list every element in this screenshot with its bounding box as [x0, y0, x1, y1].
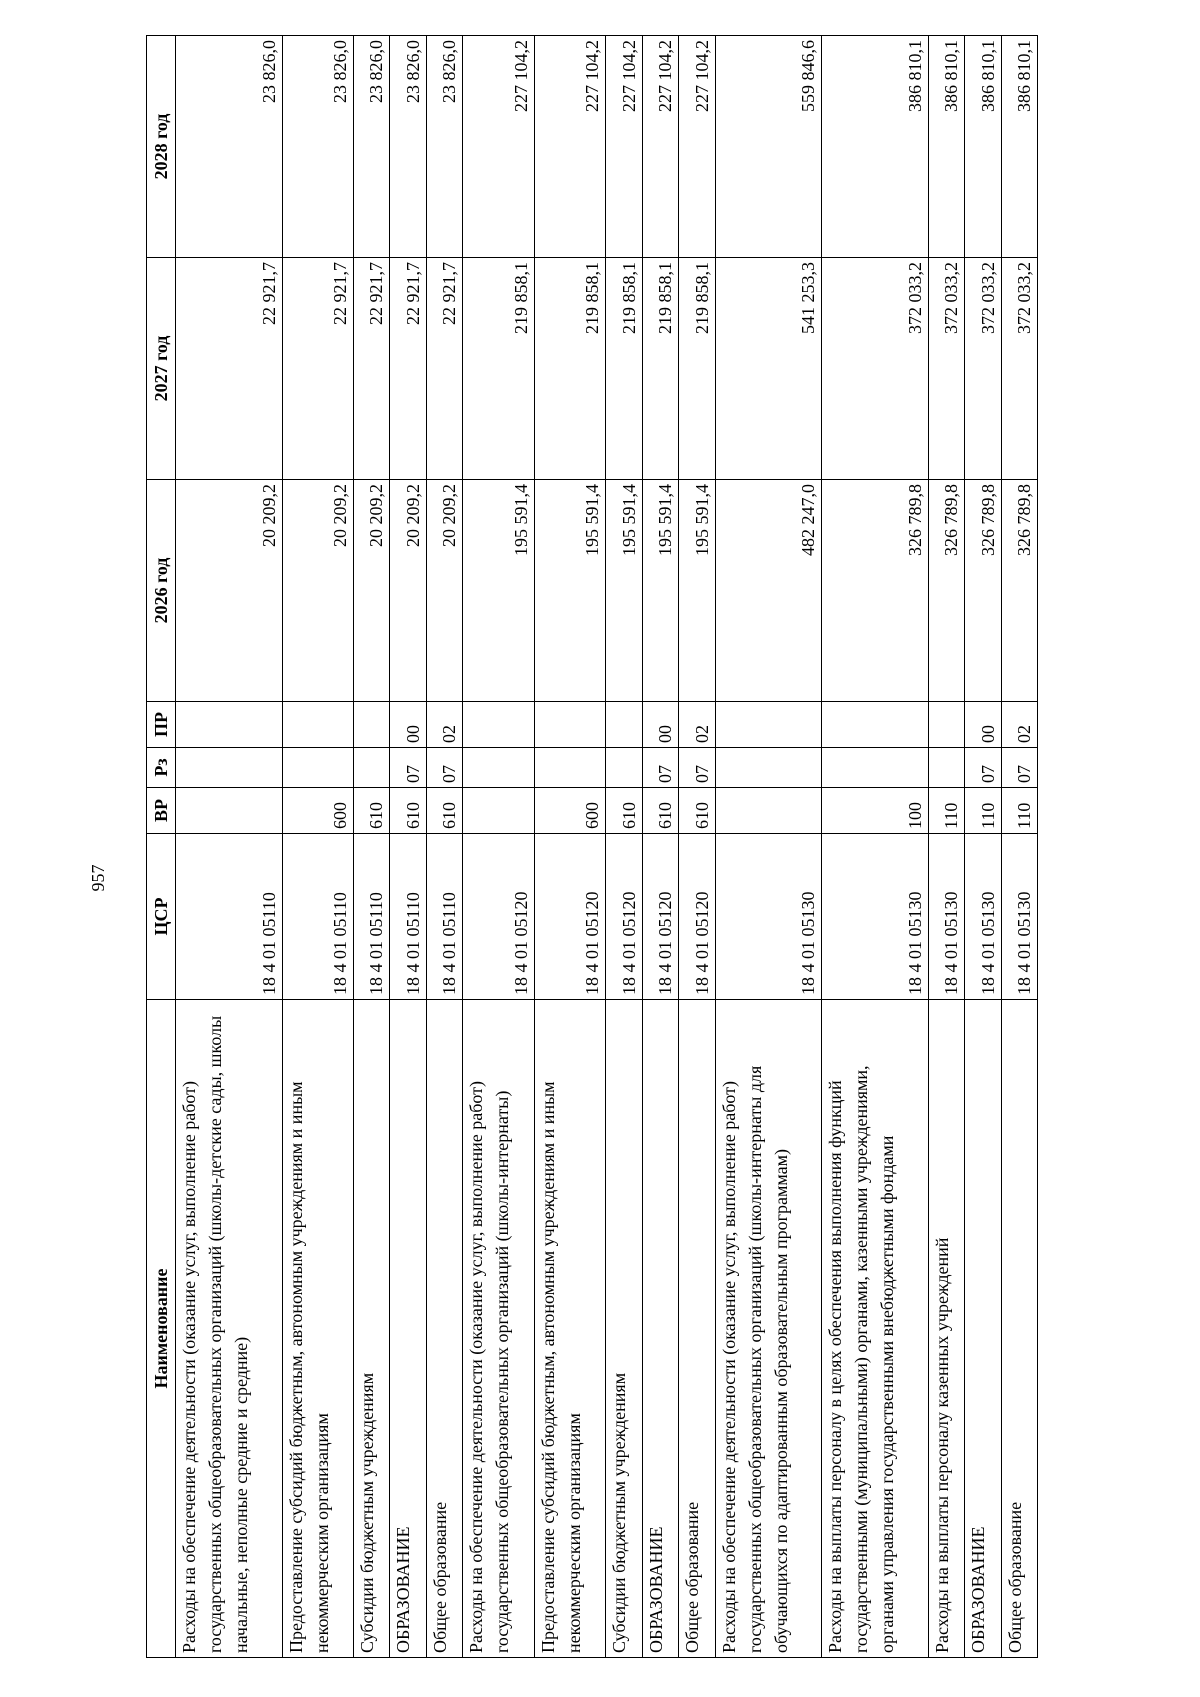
- cell-pr: 02: [426, 702, 462, 748]
- cell-2028: 23 826,0: [282, 36, 353, 258]
- cell-pr: 00: [965, 702, 1001, 748]
- table-row: [282, 36, 353, 1658]
- cell-2028: 227 104,2: [606, 36, 642, 258]
- table-row: [390, 36, 426, 1658]
- cell-rz: 07: [1001, 748, 1037, 788]
- cell-pr: [354, 702, 390, 748]
- cell-name: Общее образование: [679, 1000, 715, 1658]
- cell-2027: 22 921,7: [426, 258, 462, 480]
- cell-2026: 195 591,4: [642, 480, 678, 702]
- cell-name: Предоставление субсидий бюджетным, автономным учреждениям и иным некоммерческим организациям: [282, 1000, 353, 1658]
- cell-2028: 386 810,1: [965, 36, 1001, 258]
- cell-2026: 195 591,4: [606, 480, 642, 702]
- cell-2026: 195 591,4: [463, 480, 534, 702]
- header-2028: 2028 год: [147, 36, 176, 258]
- cell-2028: 227 104,2: [463, 36, 534, 258]
- cell-2027: 219 858,1: [463, 258, 534, 480]
- cell-csr: 18 4 01 05130: [1001, 834, 1037, 1000]
- cell-2026: 326 789,8: [822, 480, 929, 702]
- cell-2028: 23 826,0: [176, 36, 283, 258]
- table-row: [176, 36, 283, 1658]
- cell-vr: 110: [928, 788, 964, 834]
- header-pr: ПР: [147, 702, 176, 748]
- cell-csr: 18 4 01 05110: [176, 834, 283, 1000]
- cell-csr: 18 4 01 05120: [642, 834, 678, 1000]
- cell-vr: 110: [965, 788, 1001, 834]
- cell-pr: [463, 702, 534, 748]
- cell-vr: 600: [534, 788, 605, 834]
- cell-csr: 18 4 01 05130: [965, 834, 1001, 1000]
- cell-rz: 07: [390, 748, 426, 788]
- page-number: 957: [88, 864, 108, 892]
- cell-2026: 20 209,2: [354, 480, 390, 702]
- cell-pr: 00: [390, 702, 426, 748]
- cell-csr: 18 4 01 05130: [822, 834, 929, 1000]
- cell-2027: 219 858,1: [679, 258, 715, 480]
- header-csr: ЦСР: [147, 834, 176, 1000]
- cell-csr: 18 4 01 05130: [928, 834, 964, 1000]
- cell-name: Расходы на обеспечение деятельности (оказание услуг, выполнение работ) государственных общеобразовательных организаций (школы-интернаты): [463, 1000, 534, 1658]
- cell-2026: 482 247,0: [715, 480, 822, 702]
- header-row: [147, 36, 176, 1658]
- cell-rz: 07: [679, 748, 715, 788]
- cell-vr: [176, 788, 283, 834]
- cell-vr: 610: [426, 788, 462, 834]
- table-row: [928, 36, 964, 1658]
- table-row: [463, 36, 534, 1658]
- table-row: [679, 36, 715, 1658]
- cell-rz: [354, 748, 390, 788]
- cell-2026: 195 591,4: [534, 480, 605, 702]
- cell-name: Предоставление субсидий бюджетным, автономным учреждениям и иным некоммерческим организациям: [534, 1000, 605, 1658]
- cell-pr: [282, 702, 353, 748]
- cell-2028: 386 810,1: [928, 36, 964, 258]
- cell-2027: 22 921,7: [282, 258, 353, 480]
- cell-name: Субсидии бюджетным учреждениям: [354, 1000, 390, 1658]
- cell-2026: 195 591,4: [679, 480, 715, 702]
- budget-table: [146, 35, 1038, 1658]
- cell-2028: 227 104,2: [534, 36, 605, 258]
- cell-pr: [606, 702, 642, 748]
- cell-rz: 07: [965, 748, 1001, 788]
- cell-pr: 02: [679, 702, 715, 748]
- cell-name: ОБРАЗОВАНИЕ: [390, 1000, 426, 1658]
- cell-rz: 07: [642, 748, 678, 788]
- cell-rz: [606, 748, 642, 788]
- cell-2028: 386 810,1: [822, 36, 929, 258]
- table-row: [1001, 36, 1037, 1658]
- cell-name: Общее образование: [1001, 1000, 1037, 1658]
- cell-2028: 227 104,2: [679, 36, 715, 258]
- cell-pr: [715, 702, 822, 748]
- cell-vr: 610: [606, 788, 642, 834]
- table-row: [642, 36, 678, 1658]
- cell-2026: 326 789,8: [928, 480, 964, 702]
- cell-2026: 20 209,2: [426, 480, 462, 702]
- cell-2027: 372 033,2: [822, 258, 929, 480]
- cell-pr: [534, 702, 605, 748]
- cell-2026: 326 789,8: [965, 480, 1001, 702]
- cell-2026: 326 789,8: [1001, 480, 1037, 702]
- cell-rz: [463, 748, 534, 788]
- header-vr: ВР: [147, 788, 176, 834]
- cell-pr: 00: [642, 702, 678, 748]
- header-name: Наименование: [147, 1000, 176, 1658]
- cell-2028: 386 810,1: [1001, 36, 1037, 258]
- cell-vr: 100: [822, 788, 929, 834]
- cell-2027: 22 921,7: [354, 258, 390, 480]
- cell-rz: [822, 748, 929, 788]
- cell-name: Субсидии бюджетным учреждениям: [606, 1000, 642, 1658]
- table-row: [426, 36, 462, 1658]
- cell-vr: 610: [354, 788, 390, 834]
- header-2027: 2027 год: [147, 258, 176, 480]
- cell-csr: 18 4 01 05120: [463, 834, 534, 1000]
- cell-csr: 18 4 01 05110: [354, 834, 390, 1000]
- cell-csr: 18 4 01 05110: [282, 834, 353, 1000]
- cell-vr: 600: [282, 788, 353, 834]
- cell-2027: 219 858,1: [606, 258, 642, 480]
- cell-name: Общее образование: [426, 1000, 462, 1658]
- cell-name: Расходы на выплаты персоналу казенных учреждений: [928, 1000, 964, 1658]
- cell-csr: 18 4 01 05120: [606, 834, 642, 1000]
- cell-csr: 18 4 01 05120: [534, 834, 605, 1000]
- cell-vr: 610: [642, 788, 678, 834]
- cell-2026: 20 209,2: [282, 480, 353, 702]
- cell-pr: [822, 702, 929, 748]
- cell-vr: 610: [679, 788, 715, 834]
- cell-2027: 541 253,3: [715, 258, 822, 480]
- cell-2027: 372 033,2: [928, 258, 964, 480]
- header-rz: Рз: [147, 748, 176, 788]
- cell-csr: 18 4 01 05110: [390, 834, 426, 1000]
- cell-rz: [176, 748, 283, 788]
- table-row: [606, 36, 642, 1658]
- cell-2028: 23 826,0: [426, 36, 462, 258]
- cell-2028: 227 104,2: [642, 36, 678, 258]
- cell-2027: 372 033,2: [965, 258, 1001, 480]
- cell-2026: 20 209,2: [390, 480, 426, 702]
- cell-2027: 219 858,1: [534, 258, 605, 480]
- cell-csr: 18 4 01 05110: [426, 834, 462, 1000]
- cell-name: ОБРАЗОВАНИЕ: [642, 1000, 678, 1658]
- table-row: [822, 36, 929, 1658]
- header-2026: 2026 год: [147, 480, 176, 702]
- cell-2026: 20 209,2: [176, 480, 283, 702]
- cell-name: Расходы на обеспечение деятельности (оказание услуг, выполнение работ) государственных общеобразовательных организаций (школы-интернаты для обучающихся по адаптированным образовательным программам): [715, 1000, 822, 1658]
- table-row: [965, 36, 1001, 1658]
- table-row: [715, 36, 822, 1658]
- cell-2027: 22 921,7: [176, 258, 283, 480]
- cell-name: Расходы на выплаты персоналу в целях обеспечения выполнения функций государственными (муниципальными) органами, казенными учреждениями, органами управления государственными внебюджетными фондами: [822, 1000, 929, 1658]
- cell-rz: [282, 748, 353, 788]
- cell-vr: 610: [390, 788, 426, 834]
- cell-csr: 18 4 01 05120: [679, 834, 715, 1000]
- cell-rz: [928, 748, 964, 788]
- rotated-table-frame: [146, 0, 1038, 1658]
- cell-2028: 23 826,0: [354, 36, 390, 258]
- cell-2028: 23 826,0: [390, 36, 426, 258]
- cell-2027: 219 858,1: [642, 258, 678, 480]
- cell-csr: 18 4 01 05130: [715, 834, 822, 1000]
- table-row: [354, 36, 390, 1658]
- cell-2028: 559 846,6: [715, 36, 822, 258]
- cell-vr: 110: [1001, 788, 1037, 834]
- cell-rz: [715, 748, 822, 788]
- cell-name: Расходы на обеспечение деятельности (оказание услуг, выполнение работ) государственных общеобразовательных организаций (школы-детские сады, школы начальные, неполные средние и средние): [176, 1000, 283, 1658]
- cell-rz: 07: [426, 748, 462, 788]
- cell-pr: 02: [1001, 702, 1037, 748]
- cell-2027: 372 033,2: [1001, 258, 1037, 480]
- cell-name: ОБРАЗОВАНИЕ: [965, 1000, 1001, 1658]
- cell-vr: [715, 788, 822, 834]
- cell-pr: [176, 702, 283, 748]
- table-row: [534, 36, 605, 1658]
- cell-2027: 22 921,7: [390, 258, 426, 480]
- cell-rz: [534, 748, 605, 788]
- table-body: [176, 36, 1038, 1658]
- cell-pr: [928, 702, 964, 748]
- cell-vr: [463, 788, 534, 834]
